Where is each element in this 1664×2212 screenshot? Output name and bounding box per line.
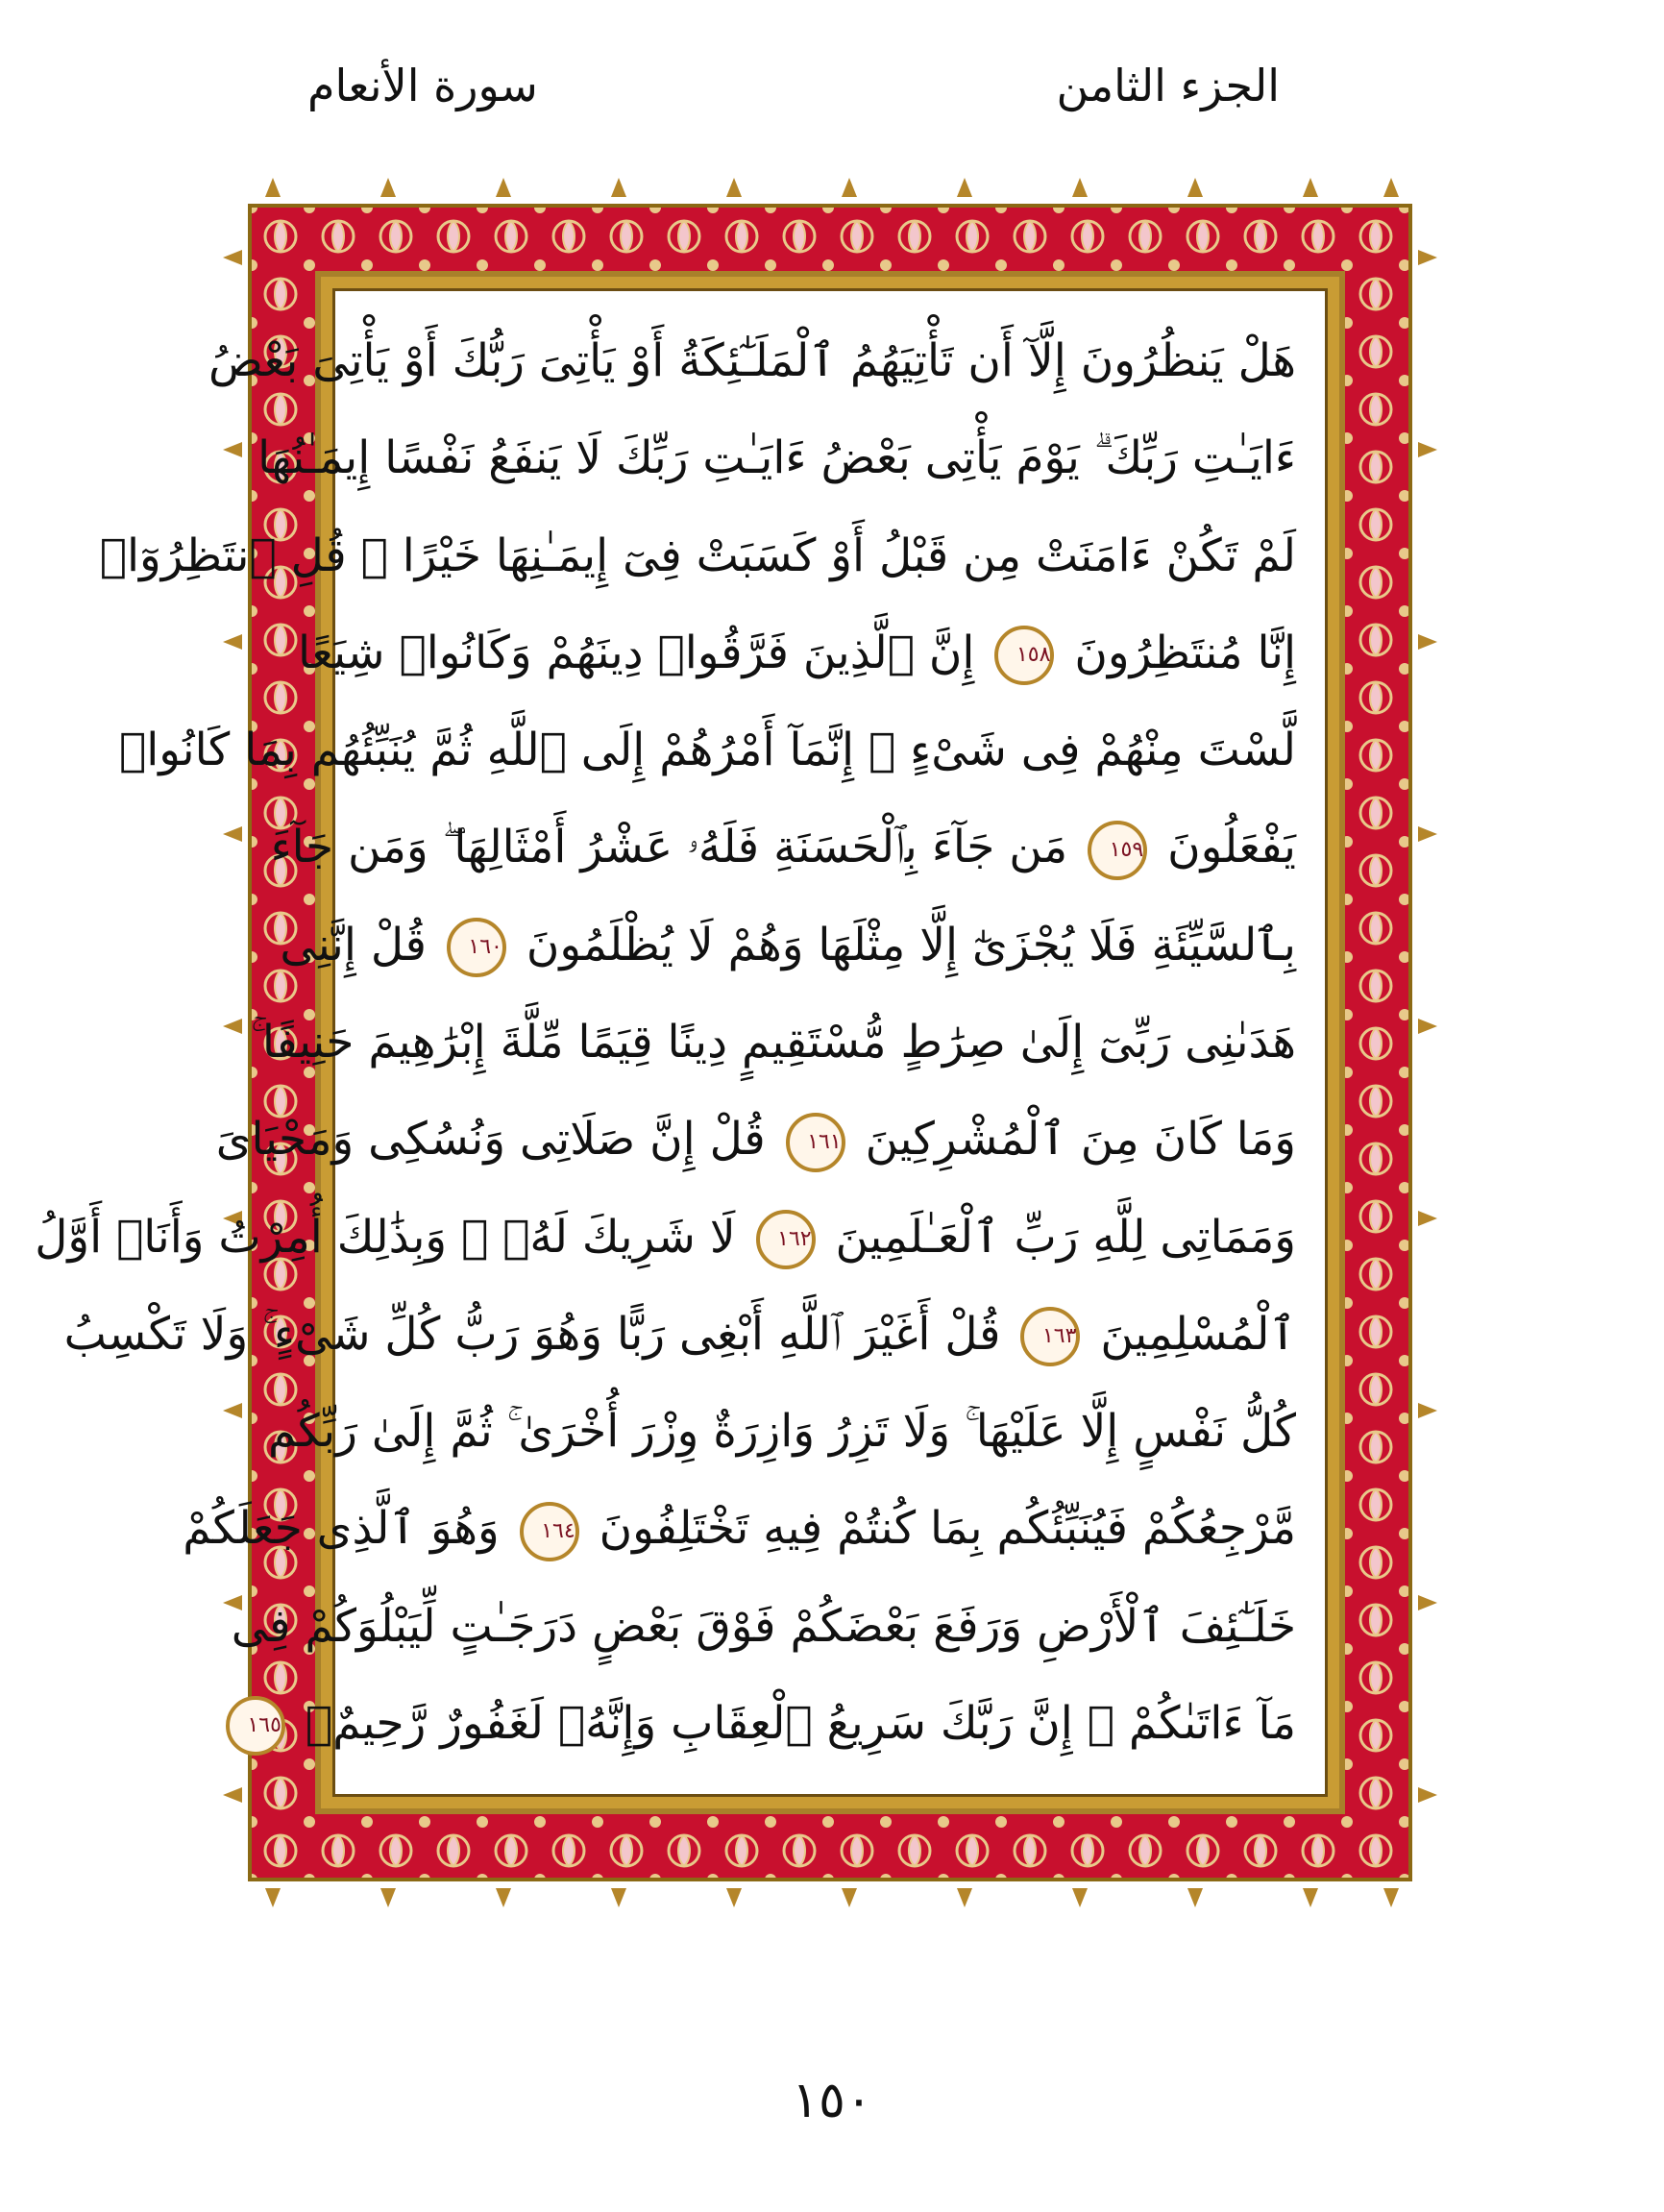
frame-gold-band bbox=[35, 271, 1345, 1814]
ayah-number-marker: ١٦٠ bbox=[447, 918, 506, 977]
ayah-number-marker: ١٥٨ bbox=[994, 626, 1054, 685]
text-line: هَلْ يَنظُرُونَ إِلَّآ أَن تَأْتِيَهُمُ ٱلْمَلَـٰٓئِكَةُ أَوْ يَأْتِىَ رَبُّكَ أَوْ يَأْتِىَ بَعْضُ bbox=[208, 334, 1296, 387]
ayah-number-marker: ١٥٩ bbox=[1088, 821, 1147, 880]
text-panel bbox=[35, 288, 1328, 1797]
text-line: هَدَىٰنِى رَبِّىٓ إِلَىٰ صِرَٰطٍ مُّسْتَقِيمٍ دِينًا قِيَمًا مِّلَّةَ إِبْرَٰهِيمَ حَنِيفًا ۚ bbox=[251, 1015, 1296, 1069]
surah-header: سورة الأنعام bbox=[307, 60, 538, 111]
juz-header: الجزء الثامن bbox=[1056, 60, 1280, 111]
quran-text bbox=[35, 320, 1296, 1765]
text-line: وَمَمَاتِى لِلَّهِ رَبِّ ٱلْعَـٰلَمِينَ ١٦٢ لَا شَرِيكَ لَهُۥ ۖ وَبِذَٰلِكَ أُمِرْتُ وَأَنَا۠ أَوَّلُ bbox=[364, 1196, 1296, 1279]
text-line: لَّسْتَ مِنْهُمْ فِى شَىْءٍ ۚ إِنَّمَآ أَمْرُهُمْ إِلَى ٱللَّهِ ثُمَّ يُنَبِّئُهُم بِمَا كَانُوا۟ bbox=[118, 724, 1296, 777]
text-line: يَفْعَلُونَ ١٥٩ مَن جَآءَ بِٱلْحَسَنَةِ فَلَهُۥ عَشْرُ أَمْثَالِهَا ۖ وَمَن جَآءَ bbox=[364, 806, 1296, 889]
ayah-number-marker: ١٦٣ bbox=[1020, 1307, 1080, 1366]
ayah-number-marker: ١٦٢ bbox=[756, 1210, 816, 1269]
text-line: وَمَا كَانَ مِنَ ٱلْمُشْرِكِينَ ١٦١ قُلْ إِنَّ صَلَاتِى وَنُسُكِى وَمَحْيَاىَ bbox=[364, 1098, 1296, 1181]
text-line: مَّرْجِعُكُمْ فَيُنَبِّئُكُم بِمَا كُنتُمْ فِيهِ تَخْتَلِفُونَ ١٦٤ وَهُوَ ٱلَّذِى جَعَلَكُمْ bbox=[364, 1487, 1296, 1570]
text-line: بِٱلسَّيِّئَةِ فَلَا يُجْزَىٰٓ إِلَّا مِثْلَهَا وَهُمْ لَا يُظْلَمُونَ ١٦٠ قُلْ إِنَّنِى bbox=[364, 904, 1296, 987]
page-number: ١٥٠ bbox=[792, 2072, 872, 2129]
text-line: لَمْ تَكُنْ ءَامَنَتْ مِن قَبْلُ أَوْ كَسَبَتْ فِىٓ إِيمَـٰنِهَا خَيْرًا ۗ قُلِ ٱنتَظِرُوٓا۟ bbox=[99, 528, 1296, 582]
text-line: خَلَـٰٓئِفَ ٱلْأَرْضِ وَرَفَعَ بَعْضَكُمْ فَوْقَ بَعْضٍ دَرَجَـٰتٍ لِّيَبْلُوَكُمْ فِى bbox=[231, 1599, 1296, 1653]
text-line: إِنَّا مُنتَظِرُونَ ١٥٨ إِنَّ ٱلَّذِينَ فَرَّقُوا۟ دِينَهُمْ وَكَانُوا۟ شِيَعًا bbox=[364, 612, 1296, 695]
text-line: كُلُّ نَفْسٍ إِلَّا عَلَيْهَا ۚ وَلَا تَزِرُ وَازِرَةٌ وِزْرَ أُخْرَىٰ ۚ ثُمَّ إِلَىٰ رَبِّكُم bbox=[267, 1405, 1296, 1459]
ayah-number-marker: ١٦٥ bbox=[226, 1696, 285, 1756]
text-line: ٱلْمُسْلِمِينَ ١٦٣ قُلْ أَغَيْرَ ٱللَّهِ أَبْغِى رَبًّا وَهُوَ رَبُّ كُلِّ شَىْءٍ ۚ وَلَا تَكْسِبُ bbox=[364, 1293, 1296, 1376]
text-line: مَآ ءَاتَىٰكُمْ ۗ إِنَّ رَبَّكَ سَرِيعُ ٱلْعِقَابِ وَإِنَّهُۥ لَغَفُورٌ رَّحِيمٌۢ ١٦٥ bbox=[364, 1683, 1296, 1765]
text-line: ءَايَـٰتِ رَبِّكَ ۗ يَوْمَ يَأْتِى بَعْضُ ءَايَـٰتِ رَبِّكَ لَا يَنفَعُ نَفْسًا إِيمَـٰنُهَا bbox=[257, 431, 1296, 485]
decorative-frame bbox=[35, 204, 1412, 1881]
ayah-number-marker: ١٦٤ bbox=[520, 1502, 579, 1561]
ayah-number-marker: ١٦١ bbox=[786, 1113, 845, 1172]
